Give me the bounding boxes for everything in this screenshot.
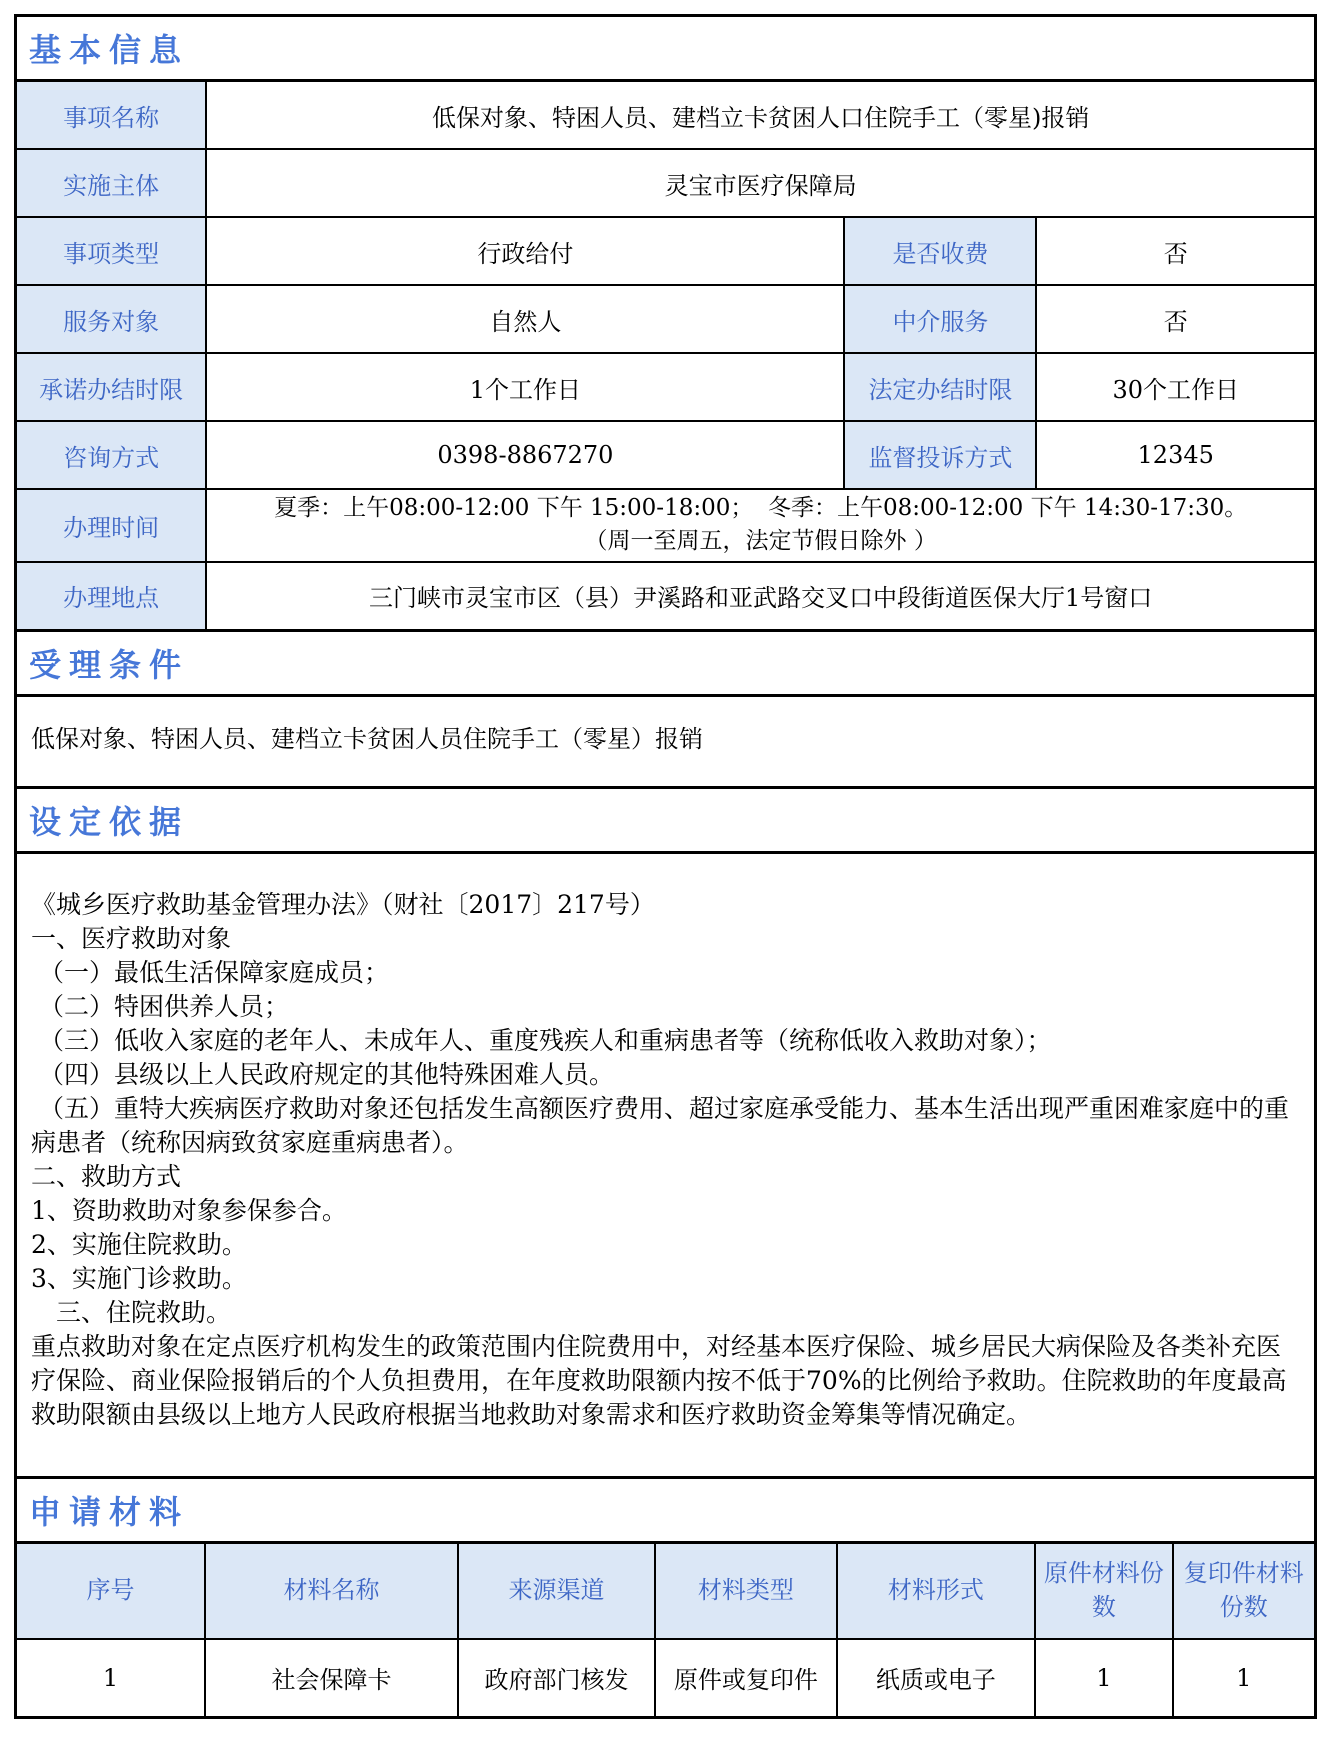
legal-basis-content: 《城乡医疗救助基金管理办法》（财社〔2017〕217号） 一、医疗救助对象 （一）最低生活保障家庭成员； （二）特困供养人员； （三）低收入家庭的老年人、未成年人、重度残疾人和重病患者等（统称低收入救助对象）； （四）县级以上人民政府规定的其他特殊困难人员。 （五）重特大疾病医疗救助对象还包括发生高额医疗费用、超过家庭承受能力、基本生活出现严重困难家庭中的重病患者（统称因病致贫家庭重病患者）。 二、救助方式 1、资助救助对象参保参合。 2、实施住院救助。 3、实施门诊救助。 三、住院救助。 重点救助对象在定点医疗机构发生的政策范围内住院费用中，对经基本医疗保险、城乡居民大病保险及各类补充医疗保险、商业保险报销后的个人负担费用，在年度救助限额内按不低于70%的比例给予救助。住院救助的年度最高救助限额由县级以上地方人民政府根据当地救助对象需求和医疗救助资金筹集等情况确定。 [17,851,1314,1476]
materials-header-photocopy-copies: 复印件材料份数 [1173,1542,1314,1639]
acceptance-content: 低保对象、特困人员、建档立卡贫困人员住院手工（零星）报销 [17,694,1314,786]
materials-header-source-channel: 来源渠道 [458,1542,655,1639]
table-row [17,353,1314,421]
item-type-label: 事项类型 [17,217,206,285]
promised-time-limit-value: 1个工作日 [206,353,844,421]
service-info-document [14,14,1317,1719]
implementing-body-value: 灵宝市医疗保障局 [206,149,1314,217]
table-row [17,149,1314,217]
section-title-text: 基本信息 [29,31,190,69]
item-name-value: 低保对象、特困人员、建档立卡贫困人口住院手工（零星)报销 [206,81,1314,150]
table-row [17,217,1314,285]
materials-header-material-name: 材料名称 [205,1542,458,1639]
section-title-text: 申请材料 [29,1492,190,1531]
section-title-acceptance [17,629,1314,694]
table-row [17,285,1314,353]
materials-header-material-type: 材料类型 [655,1542,837,1639]
processing-location-label: 办理地点 [17,562,206,629]
implementing-body-label: 实施主体 [17,149,206,217]
processing-location-value: 三门峡市灵宝市区（县）尹溪路和亚武路交叉口中段街道医保大厅1号窗口 [206,562,1314,629]
statutory-time-limit-value: 30个工作日 [1036,353,1314,421]
consultation-method-value: 0398-8867270 [206,421,844,489]
section-title-text: 设定依据 [29,802,190,841]
material-name: 社会保障卡 [205,1639,458,1716]
materials-data-row [17,1639,1314,1716]
promised-time-limit-label: 承诺办结时限 [17,353,206,421]
materials-header-row [17,1542,1314,1639]
intermediary-service-value: 否 [1036,285,1314,353]
table-row [17,489,1314,562]
charge-required-label: 是否收费 [844,217,1036,285]
complaint-method-value: 12345 [1036,421,1314,489]
processing-time-value: 夏季：上午08:00-12:00 下午 15:00-18:00； 冬季：上午08:00-12:00 下午 14:30-17:30。 （周一至周五，法定节假日除外 ） [206,489,1314,562]
materials-header-seq-no: 序号 [17,1542,205,1639]
item-name-label: 事项名称 [17,81,206,150]
section-title-legal-basis [17,786,1314,851]
item-type-value: 行政给付 [206,217,844,285]
table-row [17,562,1314,629]
material-photocopy-copies: 1 [1173,1639,1314,1716]
service-target-label: 服务对象 [17,285,206,353]
processing-time-label: 办理时间 [17,489,206,562]
consultation-method-label: 咨询方式 [17,421,206,489]
charge-required-value: 否 [1036,217,1314,285]
material-source-channel: 政府部门核发 [458,1639,655,1716]
materials-table [17,1541,1314,1716]
material-form: 纸质或电子 [837,1639,1035,1716]
basic-info-table [17,79,1314,629]
material-type: 原件或复印件 [655,1639,837,1716]
service-target-value: 自然人 [206,285,844,353]
table-row [17,421,1314,489]
section-title-basic-info [17,17,1314,79]
material-original-copies: 1 [1035,1639,1172,1716]
table-row [17,81,1314,150]
statutory-time-limit-label: 法定办结时限 [844,353,1036,421]
materials-header-original-copies: 原件材料份数 [1035,1542,1172,1639]
materials-header-material-form: 材料形式 [837,1542,1035,1639]
section-title-materials [17,1476,1314,1541]
material-seq-no: 1 [17,1639,205,1716]
complaint-method-label: 监督投诉方式 [844,421,1036,489]
intermediary-service-label: 中介服务 [844,285,1036,353]
section-title-text: 受理条件 [29,645,190,684]
